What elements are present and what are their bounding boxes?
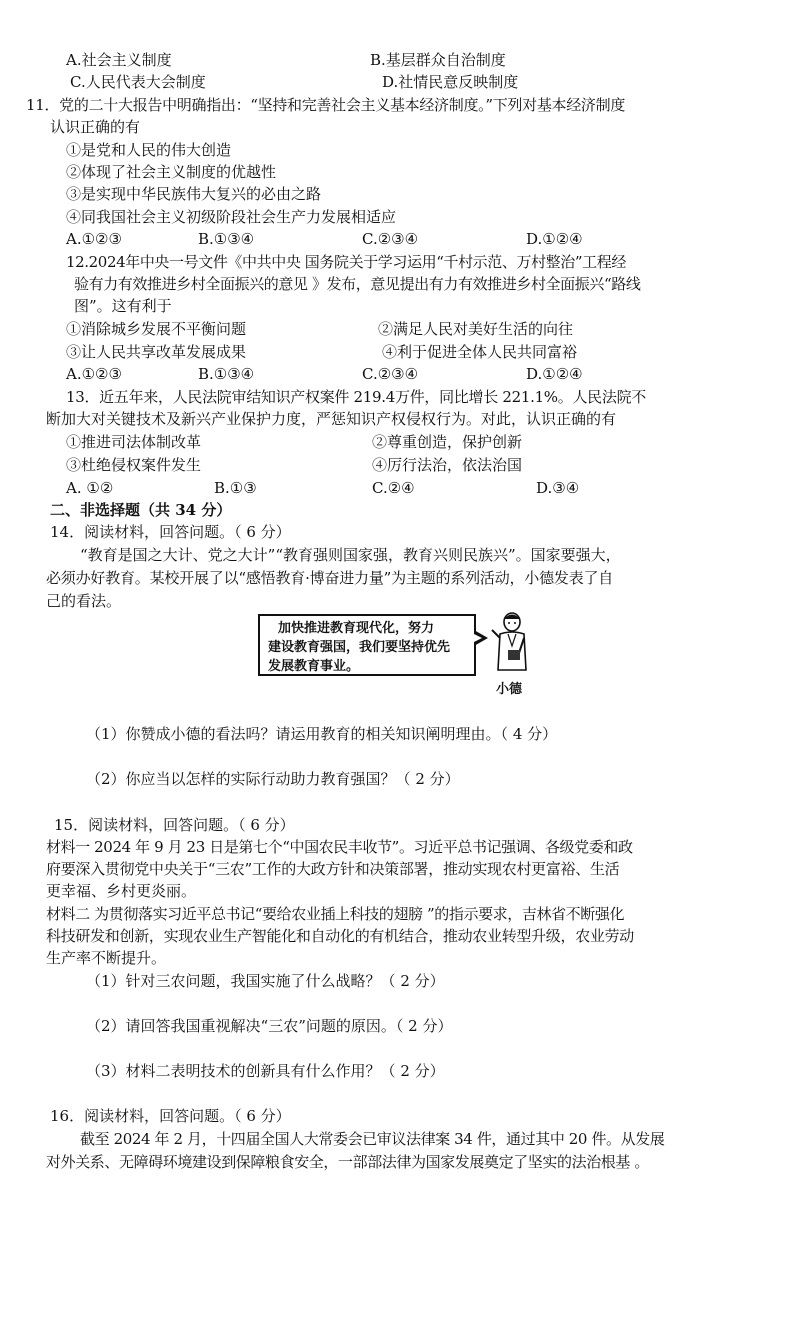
q12-item-4: ④利于促进全体人民共同富裕 (382, 343, 578, 361)
q15-sub-question-2: （2）请回答我国重视解决“三农”问题的原因。（ 2 分） (86, 1017, 453, 1035)
q12-item-1: ①消除城乡发展不平衡问题 (66, 320, 247, 338)
section-heading: 二、非选择题（共 34 分） (50, 501, 232, 519)
q15-material-1-line-1: 材料一 2024 年 9 月 23 日是第七个“中国农民丰收节”。习近平总书记强调、各级党委和政 (46, 838, 633, 856)
q13-stem-cont: 断加大对关键技术及新兴产业保护力度，严惩知识产权侵权行为。对此，认识正确的有 (46, 410, 617, 428)
q12-item-2: ②满足人民对美好生活的向往 (378, 320, 574, 338)
figure-name-label: 小德 (496, 682, 523, 697)
q10-option-c: C.人民代表大会制度 (70, 73, 206, 91)
q14-paragraph-3: 己的看法。 (46, 592, 122, 610)
q15-material-1-line-3: 更幸福、乡村更炎丽。 (46, 882, 197, 900)
q15-material-2-line-3: 生产率不断提升。 (46, 949, 167, 967)
q12-stem: 12.2024年中央一号文件《中共中央 国务院关于学习运用“千村示范、万村整治”工程经 (66, 253, 626, 271)
q11-item-3: ③是实现中华民族伟大复兴的必由之路 (66, 185, 322, 203)
q13-option-c: C.②④ (372, 479, 415, 497)
q12-option-a: A.①②③ (66, 365, 122, 383)
q13-stem: 13．近五年来，人民法院审结知识产权案件 219.4万件，同比增长 221.1%。人民法院不 (66, 388, 646, 406)
q11-item-2: ②体现了社会主义制度的优越性 (66, 163, 277, 181)
q14-paragraph-2: 必须办好教育。某校开展了以“感悟教育·博奋进力量”为主题的系列活动，小德发表了自 (46, 569, 614, 587)
speech-bubble (258, 614, 476, 676)
q15-material-2-line-1: 材料二 为贯彻落实习近平总书记“要给农业插上科技的翅膀 ”的指示要求，吉林省不断强化 (46, 905, 625, 923)
q15-sub-question-3: （3）材料二表明技术的创新具有什么作用？（ 2 分） (86, 1062, 445, 1080)
q10-option-a: A.社会主义制度 (66, 51, 172, 69)
q13-item-4: ④厉行法治，依法治国 (372, 456, 523, 474)
q16-paragraph-1: 截至 2024 年 2 月，十四届全国人大常委会已审议法律案 34 件，通过其中 20 件。从发展 (80, 1130, 665, 1148)
bubble-line-1: 加快推进教育现代化，努力 (278, 621, 435, 636)
q14-paragraph-1: “教育是国之大计、党之大计”“教育强则国家强，教育兴则民族兴”。国家要强大， (80, 546, 621, 564)
q13-item-1: ①推进司法体制改革 (66, 433, 202, 451)
q16-paragraph-2: 对外关系、无障碍环境建设到保障粮食安全，一部部法律为国家发展奠定了坚实的法治根基 。 (46, 1153, 649, 1171)
q11-option-d: D.①②④ (526, 230, 583, 248)
q12-option-b: B.①③④ (198, 365, 255, 383)
q11-option-c: C.②③④ (362, 230, 419, 248)
q10-option-b: B.基层群众自治制度 (370, 51, 506, 69)
q15-title: 15．阅读材料，回答问题。（ 6 分） (54, 816, 295, 834)
q15-material-1-line-2: 府要深入贯彻党中央关于“三农”工作的大政方针和决策部署，推动实现农村更富裕、生活 (46, 860, 620, 878)
q12-option-d: D.①②④ (526, 365, 583, 383)
q15-sub-question-1: （1）针对三农问题，我国实施了什么战略？（ 2 分） (86, 972, 445, 990)
q11-item-1: ①是党和人民的伟大创造 (66, 141, 232, 159)
q15-material-2-line-2: 科技研发和创新，实现农业生产智能化和自动化的有机结合，推动农业转型升级，农业劳动 (46, 927, 635, 945)
q13-option-b: B.①③ (214, 479, 257, 497)
q13-option-d: D.③④ (536, 479, 580, 497)
q16-title: 16．阅读材料，回答问题。（ 6 分） (50, 1107, 291, 1125)
q12-item-3: ③让人民共享改革发展成果 (66, 343, 247, 361)
q13-item-2: ②尊重创造，保护创新 (372, 433, 523, 451)
bubble-line-3: 发展教育事业。 (268, 659, 360, 674)
q12-stem-cont-1: 验有力有效推进乡村全面振兴的意见 》发布，意见提出有力有效推进乡村全面振兴“路线 (74, 275, 641, 293)
q12-option-c: C.②③④ (362, 365, 419, 383)
q10-option-d: D.社情民意反映制度 (382, 73, 519, 91)
q13-option-a: A. ①② (66, 479, 114, 497)
q13-item-3: ③杜绝侵权案件发生 (66, 456, 202, 474)
bubble-line-2: 建设教育强国，我们要坚持优先 (268, 640, 451, 655)
q12-stem-cont-2: 图”。这有利于 (74, 297, 172, 315)
q11-stem: 11．党的二十大报告中明确指出：“坚持和完善社会主义基本经济制度。”下列对基本经济制度 (26, 96, 626, 114)
q11-option-a: A.①②③ (66, 230, 122, 248)
q11-stem-cont: 认识正确的有 (50, 118, 141, 136)
cartoon-illustration (258, 610, 533, 697)
q11-item-4: ④同我国社会主义初级阶段社会生产力发展相适应 (66, 208, 397, 226)
q14-sub-question-1: （1）你赞成小德的看法吗？请运用教育的相关知识阐明理由。（ 4 分） (86, 725, 558, 743)
q14-title: 14．阅读材料，回答问题。（ 6 分） (50, 523, 291, 541)
q11-option-b: B.①③④ (198, 230, 255, 248)
q14-sub-question-2: （2）你应当以怎样的实际行动助力教育强国？（ 2 分） (86, 770, 460, 788)
